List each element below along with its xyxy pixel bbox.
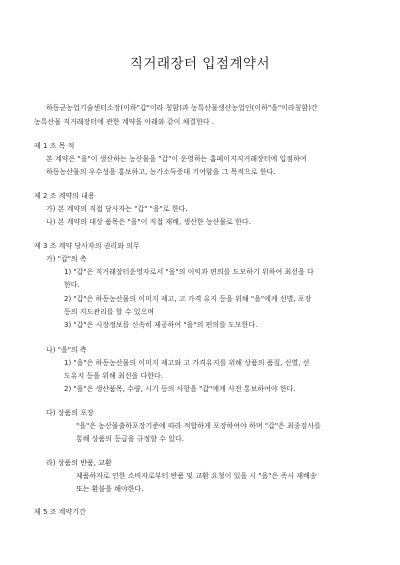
intro-line: 하동군농업기술센터소장(이하"갑"이라 칭함)과 농특산물생산농업인(이하"을"이라칭함)간 [46, 104, 318, 112]
article-3-ra-line: 제품하자로 인한 소비자로부터 반품 및 교환 요청이 있을 시 "을"은 즉시 재배송 [76, 472, 317, 480]
article-3-na-line: 도유지 등을 위해 최선을 다한다. [64, 372, 164, 380]
article-5-heading: 제 5 조 계약기간 [34, 508, 86, 516]
article-1-body: 하동농산물의 우수성을 홍보하고, 농가소득증대 기여함을 그 목적으로 한다. [46, 168, 276, 176]
article-3-ra-line: 또는 환불을 해야한다. [76, 485, 144, 493]
article-2-item: 나) 본 계약의 대상 품목은 "을"이 직접 재배, 생산한 농산물로 한다. [46, 218, 251, 226]
article-3-ga-line: 3) "갑"은 시장정보를 신속히 제공하여 "을"의 편의를 도모한다. [64, 321, 258, 329]
article-1-heading: 제 1 조 목 적 [34, 142, 75, 150]
article-3-ga-line: 한다. [64, 281, 80, 289]
document-title: 직거래장터 입점계약서 [129, 56, 271, 72]
article-3-na-label: 나) "을"의 측 [46, 346, 87, 354]
article-3-ga-line: 등의 지도관리를 할 수 있으며 [64, 308, 155, 316]
article-3-ga-line: 1) "갑"은 직거래장터운영자로서 "을"의 이익과 편의를 도모하기 위하여 최선을 다 [64, 268, 314, 276]
article-3-ga-label: 가) "갑"의 측 [46, 255, 87, 263]
article-3-na-line: 1) "을"은 하동농산물의 이미지 제고와 고 가격유지를 위해 상품의 품질, 선별, 선 [64, 359, 310, 367]
article-2-heading: 제 2 조 계약의 내용 [34, 192, 95, 200]
article-3-da-label: 다) 상품의 포장 [46, 409, 94, 417]
intro-line: 농특산물 직거래장터에 관한 계약을 아래와 같이 체결한다 . [34, 118, 215, 126]
article-3-heading: 제 3 조 계약 당사자의 권리와 의무 [34, 242, 140, 250]
article-3-ga-line: 2) "갑"은 하동농산물의 이미지 제고, 고 가격 유지 등을 위해 "을"에게 선별, 포장 [64, 295, 312, 303]
article-2-item: 가) 본 계약의 직접 당사자는 "갑" "을"로 한다. [46, 205, 188, 213]
article-3-ra-label: 라) 상품의 반품, 교환 [46, 459, 112, 467]
article-3-na-line: 2) "을"은 생산품목, 수량, 시기 등의 사항을 "갑"에게 사전 통보하여야 한다. [64, 385, 296, 393]
article-1-body: 본 계약은 "을"이 생산하는 농산물을 "갑"이 운영하는 홈페이지직거래장터에 입점하여 [46, 155, 307, 163]
article-3-da-line: "을"은 농산물출하포장기준에 따라 적합하게 포장하여야 하며 "갑"은 최종검사를 [76, 422, 321, 430]
article-3-da-line: 통해 상품의 등급을 규정할 수 있다. [76, 435, 185, 443]
